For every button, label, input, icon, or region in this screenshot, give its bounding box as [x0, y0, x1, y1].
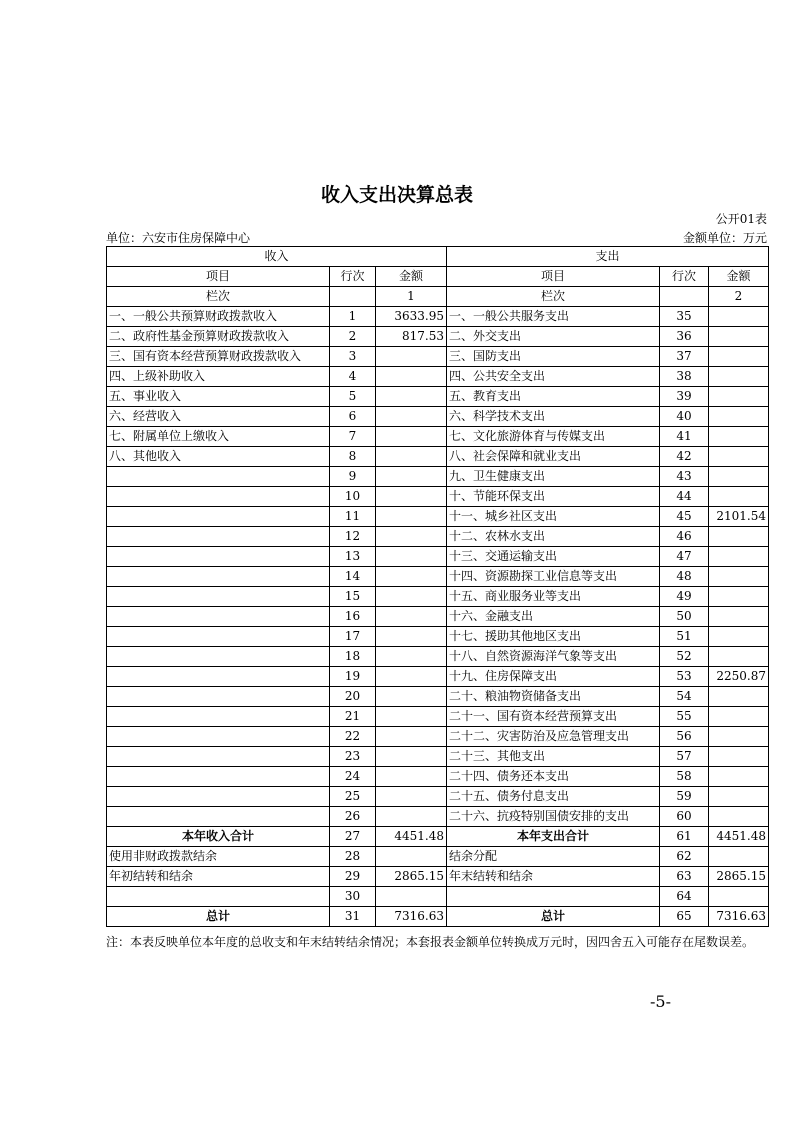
table-row — [107, 607, 769, 627]
expense-item-cell: 十一、城乡社区支出 — [447, 507, 660, 527]
income-rowno-cell: 27 — [330, 827, 376, 847]
expense-rowno-cell: 62 — [660, 847, 709, 867]
income-item-cell — [107, 507, 330, 527]
table-row — [107, 767, 769, 787]
income-column-label: 栏次 — [107, 287, 330, 307]
income-amount-cell — [376, 487, 447, 507]
income-item-cell: 八、其他收入 — [107, 447, 330, 467]
income-amount-cell — [376, 647, 447, 667]
table-row — [107, 507, 769, 527]
expense-amount-cell — [709, 687, 769, 707]
income-item-cell — [107, 567, 330, 587]
expense-item-cell: 一、一般公共服务支出 — [447, 307, 660, 327]
header-row-sections — [107, 247, 769, 267]
income-item-cell — [107, 467, 330, 487]
income-amount-cell — [376, 687, 447, 707]
income-rowno-cell: 22 — [330, 727, 376, 747]
expense-amount-cell — [709, 467, 769, 487]
expense-item-cell — [447, 887, 660, 907]
income-rowno-cell: 15 — [330, 587, 376, 607]
expense-rowno-cell: 55 — [660, 707, 709, 727]
expense-item-cell: 十四、资源勘探工业信息等支出 — [447, 567, 660, 587]
expense-amount-cell — [709, 807, 769, 827]
income-item-cell — [107, 767, 330, 787]
income-amount-cell: 2865.15 — [376, 867, 447, 887]
income-rowno-cell: 10 — [330, 487, 376, 507]
income-item-cell — [107, 687, 330, 707]
page-number: -5- — [650, 992, 671, 1011]
expense-item-cell: 本年支出合计 — [447, 827, 660, 847]
income-item-cell — [107, 487, 330, 507]
expense-item-cell: 六、科学技术支出 — [447, 407, 660, 427]
table-row — [107, 327, 769, 347]
income-amount-cell — [376, 467, 447, 487]
income-item-cell: 总计 — [107, 907, 330, 927]
income-item-cell: 二、政府性基金预算财政拨款收入 — [107, 327, 330, 347]
expense-column-index: 2 — [709, 287, 769, 307]
table-row — [107, 407, 769, 427]
income-item-cell: 七、附属单位上缴收入 — [107, 427, 330, 447]
expense-column-blank — [660, 287, 709, 307]
expense-item-cell: 二十一、国有资本经营预算支出 — [447, 707, 660, 727]
expense-item-cell: 十七、援助其他地区支出 — [447, 627, 660, 647]
expense-item-cell: 结余分配 — [447, 847, 660, 867]
income-item-cell: 本年收入合计 — [107, 827, 330, 847]
expense-amount-cell: 2250.87 — [709, 667, 769, 687]
income-item-cell: 年初结转和结余 — [107, 867, 330, 887]
income-amount-cell: 3633.95 — [376, 307, 447, 327]
expense-amount-cell: 2865.15 — [709, 867, 769, 887]
expense-amount-cell — [709, 887, 769, 907]
expense-rowno-cell: 40 — [660, 407, 709, 427]
table-row — [107, 587, 769, 607]
income-amount-cell — [376, 427, 447, 447]
income-rowno-cell: 19 — [330, 667, 376, 687]
expense-item-cell: 十三、交通运输支出 — [447, 547, 660, 567]
table-row — [107, 307, 769, 327]
subtotal-row — [107, 827, 769, 847]
expense-rowno-cell: 41 — [660, 427, 709, 447]
expense-amount-cell — [709, 427, 769, 447]
expense-amount-cell — [709, 847, 769, 867]
income-rowno-cell: 25 — [330, 787, 376, 807]
expense-rowno-cell: 52 — [660, 647, 709, 667]
expense-amount-cell — [709, 347, 769, 367]
header-row-columns — [107, 267, 769, 287]
expense-amount-cell: 4451.48 — [709, 827, 769, 847]
table-row — [107, 667, 769, 687]
expense-amount-cell — [709, 727, 769, 747]
income-item-cell — [107, 727, 330, 747]
income-amount-cell — [376, 347, 447, 367]
income-amount-cell — [376, 767, 447, 787]
income-item-cell — [107, 747, 330, 767]
footnote: 注：本表反映单位本年度的总收支和年末结转结余情况；本套报表金额单位转换成万元时，因四舍五入可能存在尾数误差。 — [106, 935, 755, 949]
income-amount-cell — [376, 567, 447, 587]
table-row — [107, 547, 769, 567]
table-row — [107, 387, 769, 407]
expense-amount-cell — [709, 587, 769, 607]
income-rowno-cell: 12 — [330, 527, 376, 547]
expense-item-cell: 九、卫生健康支出 — [447, 467, 660, 487]
income-item-cell — [107, 527, 330, 547]
expense-rowno-cell: 63 — [660, 867, 709, 887]
total-row — [107, 907, 769, 927]
expense-item-cell: 十、节能环保支出 — [447, 487, 660, 507]
expense-rowno-cell: 35 — [660, 307, 709, 327]
expense-rowno-cell: 49 — [660, 587, 709, 607]
income-amount-cell — [376, 447, 447, 467]
expense-rowno-cell: 50 — [660, 607, 709, 627]
expense-amount-cell: 2101.54 — [709, 507, 769, 527]
income-amount-cell — [376, 507, 447, 527]
income-item-cell — [107, 647, 330, 667]
expense-rowno-cell: 51 — [660, 627, 709, 647]
income-item-cell — [107, 787, 330, 807]
income-rowno-header: 行次 — [330, 267, 376, 287]
income-amount-cell — [376, 627, 447, 647]
expense-item-cell: 十六、金融支出 — [447, 607, 660, 627]
expense-rowno-cell: 39 — [660, 387, 709, 407]
income-rowno-cell: 17 — [330, 627, 376, 647]
table-row — [107, 707, 769, 727]
table-row — [107, 887, 769, 907]
expense-rowno-cell: 43 — [660, 467, 709, 487]
expense-rowno-cell: 56 — [660, 727, 709, 747]
income-amount-cell — [376, 587, 447, 607]
expense-rowno-cell: 42 — [660, 447, 709, 467]
table-row — [107, 687, 769, 707]
income-amount-cell: 4451.48 — [376, 827, 447, 847]
income-amount-cell — [376, 367, 447, 387]
expense-amount-cell — [709, 407, 769, 427]
table-row — [107, 447, 769, 467]
expense-rowno-cell: 58 — [660, 767, 709, 787]
income-rowno-cell: 26 — [330, 807, 376, 827]
income-item-cell: 一、一般公共预算财政拨款收入 — [107, 307, 330, 327]
income-expense-table — [106, 246, 769, 927]
income-rowno-cell: 9 — [330, 467, 376, 487]
expense-item-cell: 三、国防支出 — [447, 347, 660, 367]
income-rowno-cell: 8 — [330, 447, 376, 467]
table-row — [107, 427, 769, 447]
table-row — [107, 867, 769, 887]
income-item-cell: 六、经营收入 — [107, 407, 330, 427]
table-row — [107, 347, 769, 367]
income-amount-cell — [376, 727, 447, 747]
expense-item-cell: 二十三、其他支出 — [447, 747, 660, 767]
expense-item-cell: 四、公共安全支出 — [447, 367, 660, 387]
expense-amount-cell — [709, 627, 769, 647]
expense-rowno-cell: 53 — [660, 667, 709, 687]
expense-item-cell: 二、外交支出 — [447, 327, 660, 347]
expense-rowno-cell: 47 — [660, 547, 709, 567]
income-rowno-cell: 18 — [330, 647, 376, 667]
income-item-cell: 四、上级补助收入 — [107, 367, 330, 387]
expense-rowno-cell: 48 — [660, 567, 709, 587]
expense-header: 支出 — [447, 247, 769, 267]
expense-amount-cell — [709, 747, 769, 767]
income-rowno-cell: 3 — [330, 347, 376, 367]
income-amount-cell — [376, 707, 447, 727]
expense-amount-cell — [709, 547, 769, 567]
income-item-cell — [107, 667, 330, 687]
expense-item-cell: 十五、商业服务业等支出 — [447, 587, 660, 607]
table-row — [107, 727, 769, 747]
income-rowno-cell: 21 — [330, 707, 376, 727]
expense-rowno-cell: 59 — [660, 787, 709, 807]
income-rowno-cell: 4 — [330, 367, 376, 387]
income-item-header: 项目 — [107, 267, 330, 287]
income-item-cell — [107, 607, 330, 627]
income-amount-cell — [376, 847, 447, 867]
table-row — [107, 567, 769, 587]
income-column-index: 1 — [376, 287, 447, 307]
income-rowno-cell: 14 — [330, 567, 376, 587]
expense-item-cell: 五、教育支出 — [447, 387, 660, 407]
expense-column-label: 栏次 — [447, 287, 660, 307]
expense-item-cell: 二十、粮油物资储备支出 — [447, 687, 660, 707]
income-amount-cell — [376, 807, 447, 827]
income-amount-cell: 7316.63 — [376, 907, 447, 927]
table-row — [107, 787, 769, 807]
expense-rowno-cell: 57 — [660, 747, 709, 767]
expense-amount-cell — [709, 647, 769, 667]
income-column-blank — [330, 287, 376, 307]
income-item-cell — [107, 707, 330, 727]
expense-amount-cell — [709, 787, 769, 807]
expense-amount-cell — [709, 527, 769, 547]
expense-rowno-cell: 45 — [660, 507, 709, 527]
expense-rowno-cell: 64 — [660, 887, 709, 907]
income-rowno-cell: 11 — [330, 507, 376, 527]
table-row — [107, 527, 769, 547]
income-rowno-cell: 23 — [330, 747, 376, 767]
income-rowno-cell: 30 — [330, 887, 376, 907]
income-amount-cell — [376, 787, 447, 807]
table-row — [107, 367, 769, 387]
income-amount-cell — [376, 607, 447, 627]
expense-amount-header: 金额 — [709, 267, 769, 287]
income-rowno-cell: 13 — [330, 547, 376, 567]
expense-rowno-cell: 44 — [660, 487, 709, 507]
table-row — [107, 807, 769, 827]
table-body — [107, 247, 769, 927]
expense-rowno-cell: 61 — [660, 827, 709, 847]
expense-item-cell: 总计 — [447, 907, 660, 927]
expense-item-cell: 十九、住房保障支出 — [447, 667, 660, 687]
table-row — [107, 487, 769, 507]
table-row — [107, 847, 769, 867]
expense-item-cell: 八、社会保障和就业支出 — [447, 447, 660, 467]
expense-item-cell: 十二、农林水支出 — [447, 527, 660, 547]
form-code: 公开01表 — [715, 212, 767, 226]
amount-unit-label: 金额单位：万元 — [682, 231, 767, 245]
expense-amount-cell — [709, 447, 769, 467]
income-amount-cell — [376, 747, 447, 767]
expense-amount-cell — [709, 707, 769, 727]
expense-rowno-cell: 46 — [660, 527, 709, 547]
income-item-cell: 三、国有资本经营预算财政拨款收入 — [107, 347, 330, 367]
table-row — [107, 627, 769, 647]
expense-amount-cell — [709, 387, 769, 407]
income-rowno-cell: 2 — [330, 327, 376, 347]
expense-amount-cell — [709, 487, 769, 507]
income-amount-cell — [376, 387, 447, 407]
expense-item-header: 项目 — [447, 267, 660, 287]
header-row-column-index — [107, 287, 769, 307]
income-item-cell — [107, 627, 330, 647]
table-row — [107, 647, 769, 667]
expense-amount-cell — [709, 327, 769, 347]
expense-rowno-cell: 54 — [660, 687, 709, 707]
income-amount-cell — [376, 547, 447, 567]
expense-item-cell: 二十四、债务还本支出 — [447, 767, 660, 787]
income-amount-header: 金额 — [376, 267, 447, 287]
income-rowno-cell: 7 — [330, 427, 376, 447]
income-header: 收入 — [107, 247, 447, 267]
expense-item-cell: 七、文化旅游体育与传媒支出 — [447, 427, 660, 447]
income-rowno-cell: 28 — [330, 847, 376, 867]
income-amount-cell — [376, 527, 447, 547]
expense-item-cell: 十八、自然资源海洋气象等支出 — [447, 647, 660, 667]
expense-rowno-cell: 37 — [660, 347, 709, 367]
expense-amount-cell — [709, 767, 769, 787]
unit-label: 单位：六安市住房保障中心 — [106, 231, 251, 245]
income-rowno-cell: 20 — [330, 687, 376, 707]
income-rowno-cell: 29 — [330, 867, 376, 887]
income-item-cell — [107, 807, 330, 827]
expense-rowno-cell: 36 — [660, 327, 709, 347]
income-rowno-cell: 16 — [330, 607, 376, 627]
expense-item-cell: 二十二、灾害防治及应急管理支出 — [447, 727, 660, 747]
expense-rowno-cell: 60 — [660, 807, 709, 827]
expense-rowno-cell: 38 — [660, 367, 709, 387]
income-item-cell — [107, 547, 330, 567]
income-rowno-cell: 31 — [330, 907, 376, 927]
income-amount-cell — [376, 887, 447, 907]
income-item-cell — [107, 887, 330, 907]
expense-rowno-cell: 65 — [660, 907, 709, 927]
income-rowno-cell: 1 — [330, 307, 376, 327]
expense-item-cell: 二十六、抗疫特别国债安排的支出 — [447, 807, 660, 827]
income-item-cell: 使用非财政拨款结余 — [107, 847, 330, 867]
income-rowno-cell: 5 — [330, 387, 376, 407]
income-item-cell: 五、事业收入 — [107, 387, 330, 407]
expense-amount-cell — [709, 607, 769, 627]
income-amount-cell — [376, 667, 447, 687]
expense-amount-cell — [709, 307, 769, 327]
table-row — [107, 467, 769, 487]
expense-amount-cell — [709, 367, 769, 387]
page-title: 收入支出决算总表 — [320, 184, 473, 206]
expense-rowno-header: 行次 — [660, 267, 709, 287]
expense-amount-cell — [709, 567, 769, 587]
expense-item-cell: 年末结转和结余 — [447, 867, 660, 887]
income-rowno-cell: 6 — [330, 407, 376, 427]
table-row — [107, 747, 769, 767]
income-rowno-cell: 24 — [330, 767, 376, 787]
income-item-cell — [107, 587, 330, 607]
income-amount-cell: 817.53 — [376, 327, 447, 347]
expense-amount-cell: 7316.63 — [709, 907, 769, 927]
income-amount-cell — [376, 407, 447, 427]
expense-item-cell: 二十五、债务付息支出 — [447, 787, 660, 807]
